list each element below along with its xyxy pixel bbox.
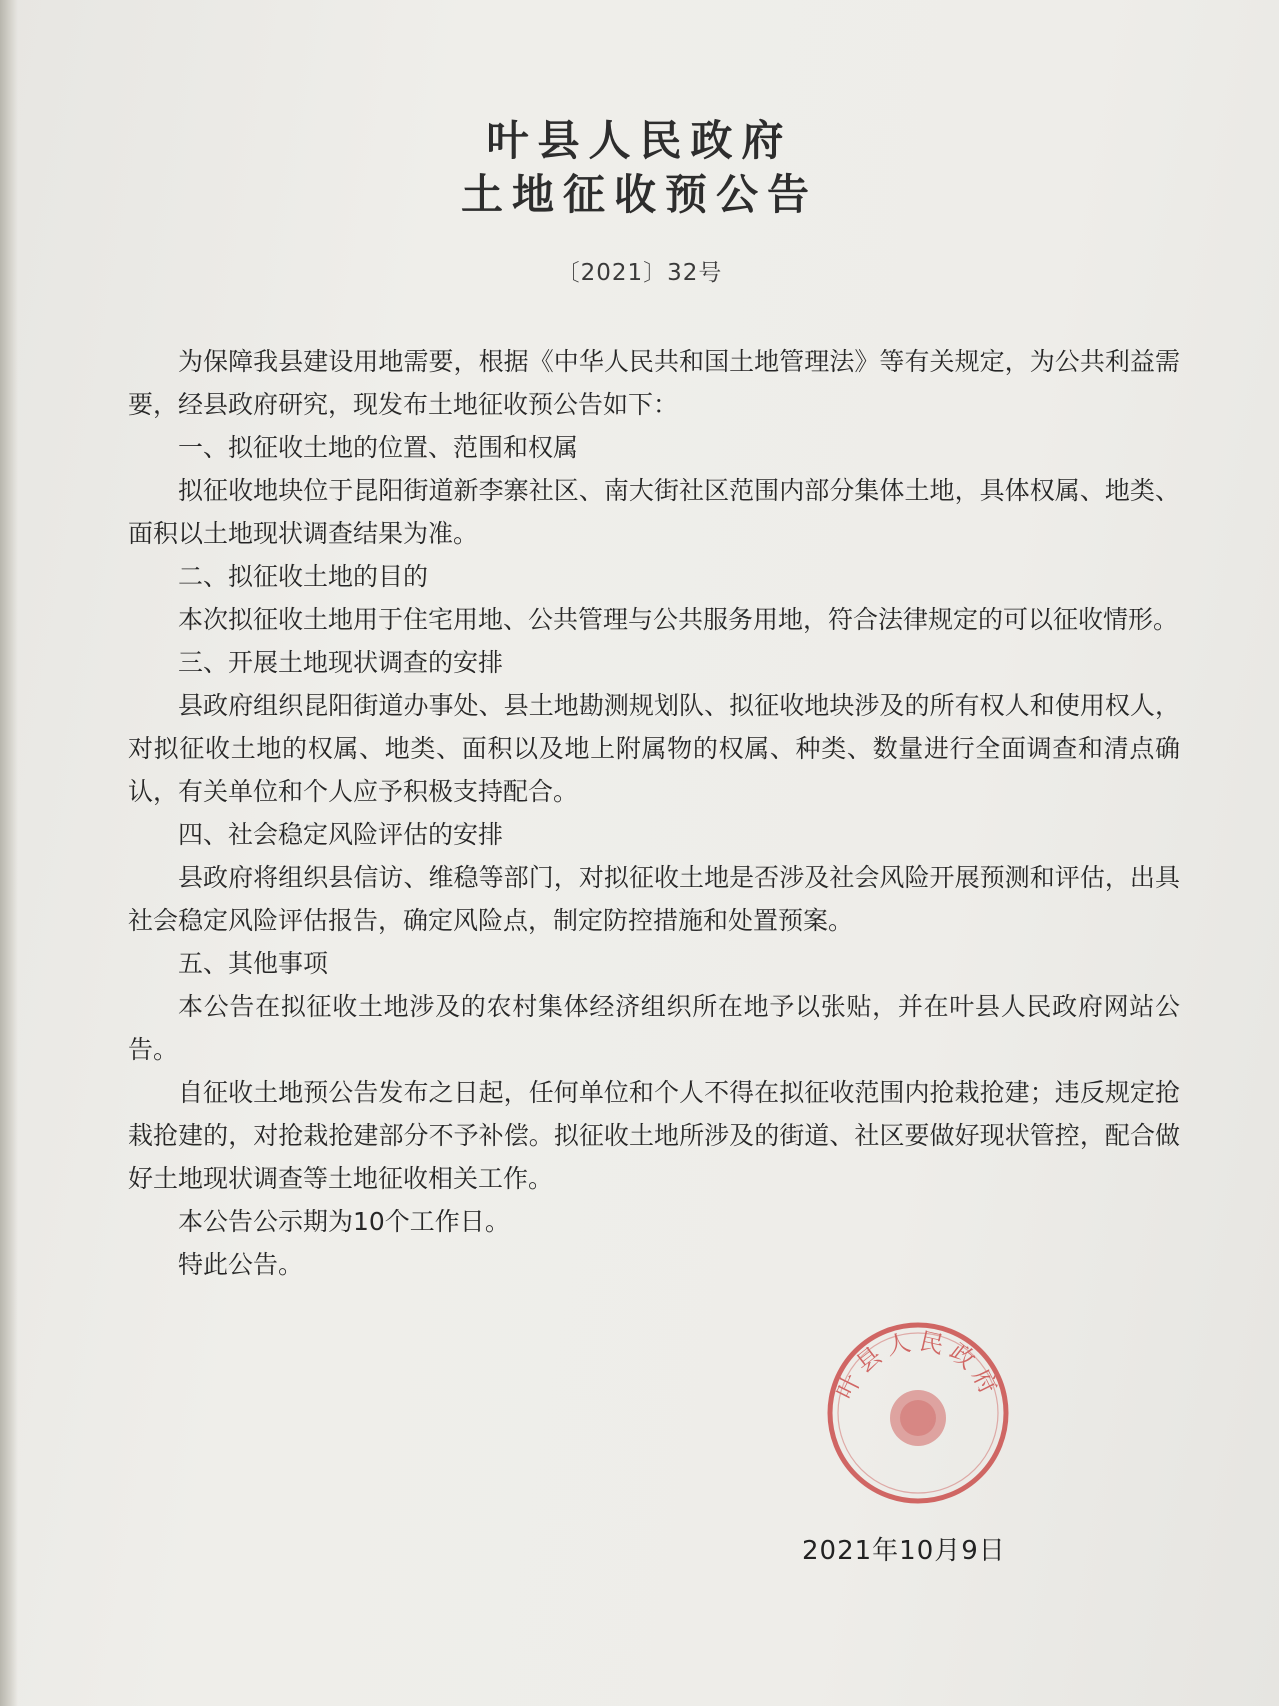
section-paragraph-1: 拟征收地块位于昆阳街道新李寨社区、南大街社区范围内部分集体土地，具体权属、地类、面积以土地现状调查结果为准。 [128,476,1180,548]
section-paragraph-2: 本次拟征收土地用于住宅用地、公共管理与公共服务用地，符合法律规定的可以征收情形。 [178,605,1179,634]
document-subtitle: 土地征收预公告 [460,170,818,219]
publicity-period: 本公告公示期为10个工作日。 [178,1207,510,1236]
closing-statement: 特此公告。 [178,1250,304,1279]
section-paragraph-3: 县政府组织昆阳街道办事处、县土地勘测规划队、拟征收地块涉及的所有权人和使用权人，对拟征收土地的权属、地类、面积以及地上附属物的权属、种类、数量进行全面调查和清点确认，有关单位和个人应予积极支持配合。 [128,691,1180,806]
seal-text: 叶县人民政府 [830,1326,1006,1404]
section-heading-1: 一、拟征收土地的位置、范围和权属 [178,433,579,462]
section-paragraph-4: 县政府将组织县信访、维稳等部门，对拟征收土地是否涉及社会风险开展预测和评估，出具社会稳定风险评估报告，确定风险点，制定防控措施和处置预案。 [128,863,1180,935]
intro-paragraph: 为保障我县建设用地需要，根据《中华人民共和国土地管理法》等有关规定，为公共利益需要，经县政府研究，现发布土地征收预公告如下： [128,347,1180,419]
document-number: 〔2021〕32号 [556,260,723,286]
document-title: 叶县人民政府 [486,116,793,165]
section-heading-4: 四、社会稳定风险评估的安排 [178,820,504,849]
section-heading-5: 五、其他事项 [178,949,329,978]
official-seal-stamp [825,1320,1011,1506]
document-date: 2021年10月9日 [802,1536,1006,1566]
section-paragraph-5a: 本公告在拟征收土地涉及的农村集体经济组织所在地予以张贴，并在叶县人民政府网站公告。 [128,992,1180,1064]
document-body [128,340,1180,1286]
section-paragraph-5b: 自征收土地预公告发布之日起，任何单位和个人不得在拟征收范围内抢栽抢建；违反规定抢栽抢建的，对抢栽抢建部分不予补偿。拟征收土地所涉及的街道、社区要做好现状管控，配合做好土地现状调查等土地征收相关工作。 [128,1078,1180,1193]
section-heading-3: 三、开展土地现状调查的安排 [178,648,504,677]
section-heading-2: 二、拟征收土地的目的 [178,562,429,591]
